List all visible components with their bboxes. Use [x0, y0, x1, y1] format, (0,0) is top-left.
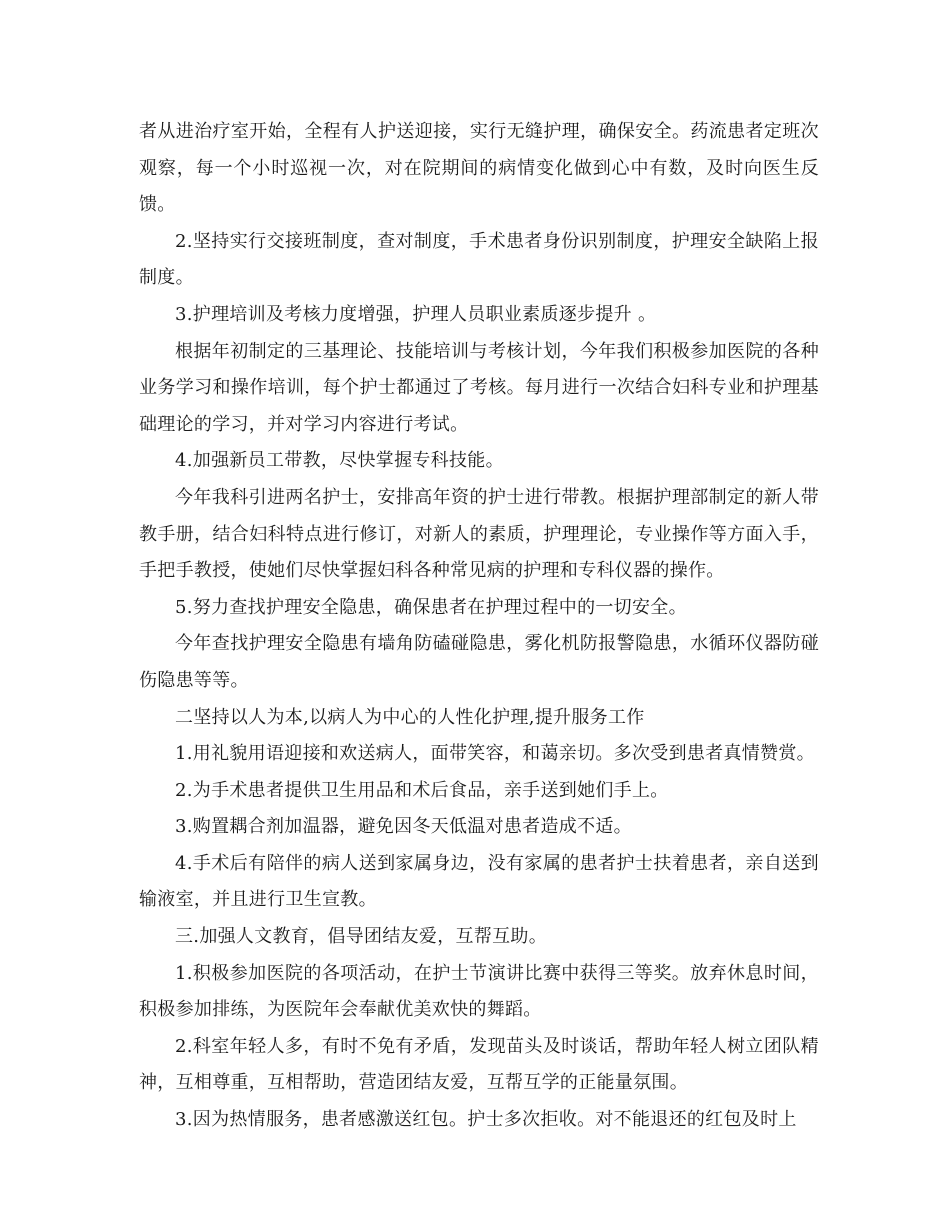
paragraph: 3.护理培训及考核力度增强，护理人员职业素质逐步提升 。: [175, 303, 657, 325]
paragraph: 3.购置耦合剂加温器，避免因冬天低温对患者造成不适。: [175, 816, 632, 838]
paragraph: 2.坚持实行交接班制度，查对制度，手术患者身份识别制度，护理安全缺陷上报制度。: [139, 230, 819, 289]
section-heading: 三.加强人文教育，倡导团结友爱，互帮互助。: [175, 926, 548, 948]
paragraph: 者从进治疗室开始，全程有人护送迎接，实行无缝护理，确保安全。药流患者定班次观察，每一个小时巡视一次，对在院期间的病情变化做到心中有数，及时向医生反馈。: [139, 121, 819, 216]
paragraph: 3.因为热情服务，患者感激送红包。护士多次拒收。对不能退还的红包及时上: [175, 1109, 797, 1131]
paragraph: 1.积极参加医院的各项活动，在护士节演讲比赛中获得三等奖。放弃休息时间，积极参加排练，为医院年会奉献优美欢快的舞蹈。: [139, 962, 819, 1021]
paragraph: 今年我科引进两名护士，安排高年资的护士进行带教。根据护理部制定的新人带教手册，结合妇科特点进行修订，对新人的素质，护理理论，专业操作等方面入手，手把手教授，使她们尽快掌握妇科各种常见病的护理和专科仪器的操作。: [139, 486, 819, 582]
paragraph: 今年查找护理安全隐患有墙角防磕碰隐患，雾化机防报警隐患，水循环仪器防碰伤隐患等等。: [139, 633, 819, 691]
paragraph: 1.用礼貌用语迎接和欢送病人，面带笑容，和蔼亲切。多次受到患者真情赞赏。: [175, 743, 815, 765]
paragraph: 4.手术后有陪伴的病人送到家属身边，没有家属的患者护士扶着患者，亲自送到输液室，并且进行卫生宣教。: [139, 852, 819, 911]
document-body: [139, 114, 819, 1139]
section-heading: 二坚持以人为本,以病人为中心的人性化护理,提升服务工作: [175, 706, 645, 728]
paragraph: 根据年初制定的三基理论、技能培训与考核计划，今年我们积极参加医院的各种业务学习和操作培训，每个护士都通过了考核。每月进行一次结合妇科专业和护理基础理论的学习，并对学习内容进行考试。: [139, 340, 819, 435]
paragraph: 2.科室年轻人多，有时不免有矛盾，发现苗头及时谈话，帮助年轻人树立团队精神，互相尊重，互相帮助，营造团结友爱，互帮互学的正能量氛围。: [139, 1035, 819, 1094]
paragraph: 2.为手术患者提供卫生用品和术后食品，亲手送到她们手上。: [175, 779, 669, 801]
paragraph: 5.努力查找护理安全隐患，确保患者在护理过程中的一切安全。: [175, 596, 687, 618]
paragraph: 4.加强新员工带教，尽快掌握专科技能。: [175, 450, 504, 472]
